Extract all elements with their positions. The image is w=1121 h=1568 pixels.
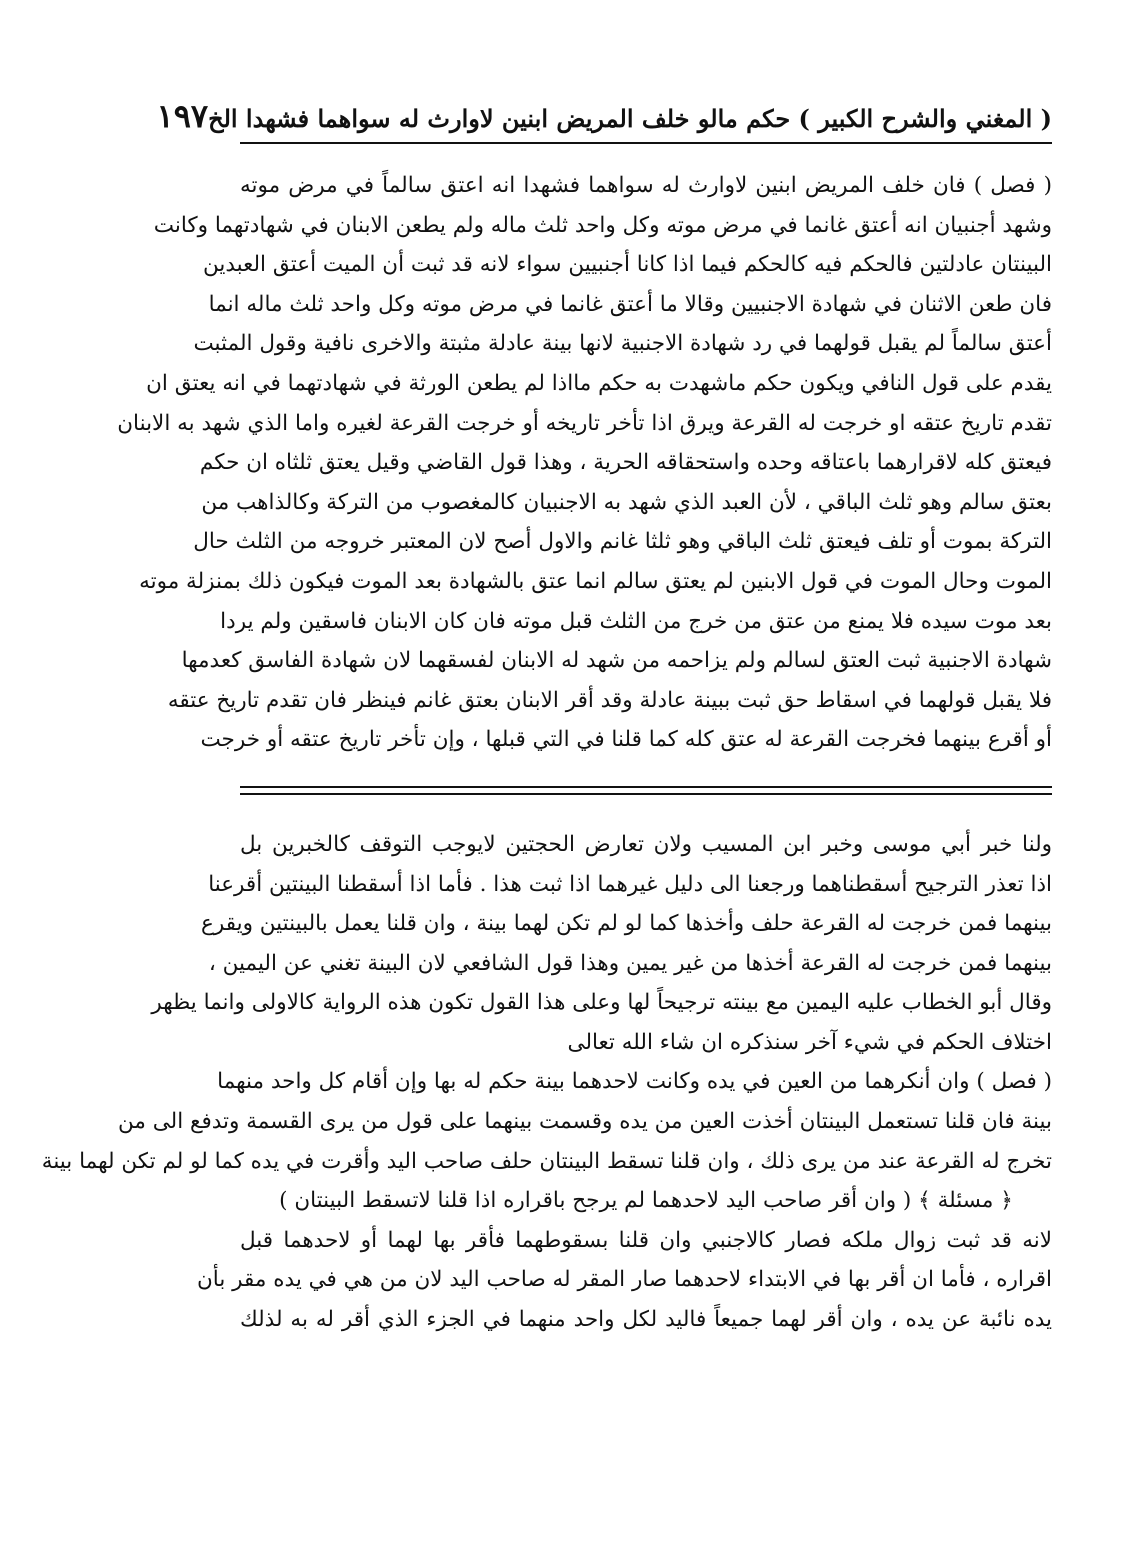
text-line: أو أقرع بينهما فخرجت القرعة له عتق كله كما قلنا في التي قبلها ، وإن تأخر تاريخ عتقه أو خرجت: [200, 727, 1052, 753]
text-line: فلا يقبل قولهما في اسقاط حق ثبت ببينة عادلة وقد أقر الابنان بعتق غانم فينظر فان تقدم تاريخ عتقه: [167, 687, 1052, 713]
text-line: الموت وحال الموت في قول الابنين لم يعتق سالم انما عتق بالشهادة بعد الموت فيكون ذلك بمنزلة موته: [139, 568, 1052, 594]
text-line: وشهد أجنبيان انه أعتق غانما في مرض موته وكل واحد ثلث ماله ولم يطعن الابنان في شهادتهما وكانت: [153, 212, 1052, 238]
text-line: بعتق سالم وهو ثلث الباقي ، لأن العبد الذي شهد به الاجنبيان كالمغصوب من التركة وكالذاهب من: [201, 489, 1052, 515]
text-line: بينهما فمن خرجت له القرعة أخذها من غير يمين وهذا قول الشافعي لان البينة تغني عن اليمين ،: [208, 950, 1052, 976]
section-divider: [240, 786, 1052, 795]
text-line: اقراره ، فأما ان أقر بها في الابتداء لاحدهما صار المقر له صاحب اليد لان من هي في يده مقر بأن: [197, 1267, 1052, 1293]
text-line: تقدم تاريخ عتقه او خرجت له القرعة ويرق اذا تأخر تاريخه أو خرجت القرعة لغيره واما الذي شهد به الابنان: [117, 410, 1052, 436]
text-line: ( فصل ) وان أنكرهما من العين في يده وكانت لاحدهما بينة حكم له بها وإن أقام كل واحد منهما: [217, 1069, 1052, 1095]
text-line: ولنا خبر أبي موسى وخبر ابن المسيب ولان تعارض الحجتين لايوجب التوقف كالخبرين بل: [240, 831, 1052, 857]
text-line: لانه قد ثبت زوال ملكه فصار كالاجنبي وان قلنا بسقوطهما فأقر بها لهما أو لاحدهما قبل: [240, 1227, 1052, 1253]
text-line: يده نائبة عن يده ، وان أقر لهما جميعاً فاليد لكل واحد منهما في الجزء الذي أقر له به لذلك: [240, 1307, 1052, 1333]
commentary-text: [41, 825, 1052, 1340]
masala-heading: ﴿ مسئلة ﴾ ( وان أقر صاحب اليد لاحدهما لم يرجح باقراره اذا قلنا لاتسقط البينتان ): [279, 1188, 1013, 1214]
text-line: يقدم على قول النافي ويكون حكم ماشهدت به حكم مااذا لم يطعن الورثة في شهادتهما في انه يعتق ان: [146, 370, 1052, 396]
running-header: [156, 90, 1052, 142]
text-line: أعتق سالماً لم يقبل قولهما في رد شهادة الاجنبية لانها بينة عادلة مثبتة والاخرى نافية وقول المثبت: [193, 331, 1052, 357]
page-number: ١٩٧: [156, 97, 209, 135]
text-line: بعد موت سيده فلا يمنع من عتق من خرج من الثلث قبل موته فان كان الابنان فاسقين ولم يردا: [220, 608, 1052, 634]
text-line: اذا تعذر الترجيح أسقطناهما ورجعنا الى دليل غيرهما اذا ثبت هذا . فأما اذا أسقطنا البينتين أقرعنا: [208, 871, 1052, 897]
text-line: اختلاف الحكم في شيء آخر سنذكره ان شاء الله تعالى: [567, 1029, 1052, 1055]
text-line: فان طعن الاثنان في شهادة الاجنبيين وقالا ما أعتق غانما في مرض موته وكل واحد ثلث ماله انما: [208, 291, 1052, 317]
text-line: تخرج له القرعة عند من يرى ذلك ، وان قلنا تسقط البينتان حلف صاحب اليد وأقرت في يده كما لو لم تكن لهما بينة: [41, 1148, 1052, 1174]
text-line: بينة فان قلنا تستعمل البينتان أخذت العين من يده وقسمت بينهما على قول من يرى القسمة وتدفع الى من: [118, 1109, 1052, 1135]
text-line: فيعتق كله لاقرارهما باعتاقه وحده واستحقاقه الحرية ، وهذا قول القاضي وقيل يعتق ثلثاه ان حكم: [199, 450, 1052, 476]
text-line: وقال أبو الخطاب عليه اليمين مع بينته ترجيحاً لها وعلى هذا القول تكون هذه الرواية كالاولى وانما يظهر: [151, 990, 1052, 1016]
text-line: بينهما فمن خرجت له القرعة حلف وأخذها كما لو لم تكن لهما بينة ، وان قلنا يعمل بالبينتين ويقرع: [201, 911, 1052, 937]
text-line: شهادة الاجنبية ثبت العتق لسالم ولم يزاحمه من شهد له الابنان لفسقهما لان شهادة الفاسق كعدمها: [181, 648, 1052, 674]
text-line: التركة بموت أو تلف فيعتق ثلث الباقي وهو ثلثا غانم والاول أصح لان المعتبر خروجه من الثلث حال: [193, 529, 1052, 555]
text-line: البينتان عادلتين فالحكم فيه كالحكم فيما اذا كانا أجنبيين سواء لانه قد ثبت أن الميت أعتق العبدين: [203, 252, 1052, 278]
book-page: [41, 90, 1052, 1470]
main-text: [117, 166, 1052, 760]
text-line: ( فصل ) فان خلف المريض ابنين لاوارث له سواهما فشهدا انه اعتق سالماً في مرض موته: [240, 173, 1052, 198]
header-title: ( المغني والشرح الكبير ) حكم مالو خلف المريض ابنين لاوارث له سواهما فشهدا الخ: [208, 104, 1052, 133]
